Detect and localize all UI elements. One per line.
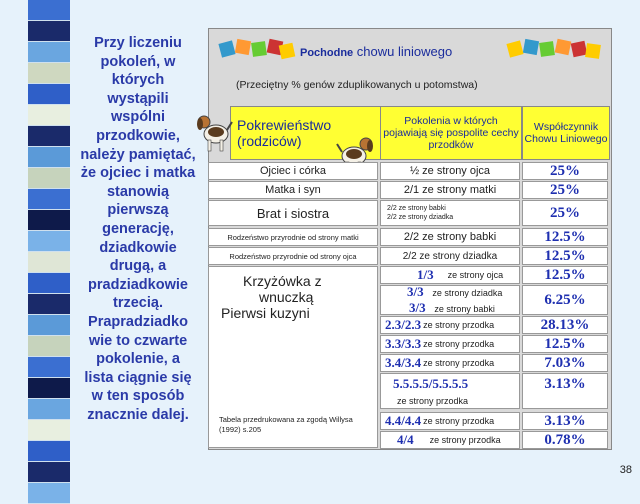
coefficient-cell: 12.5% — [522, 228, 608, 246]
group-line: Krzyżówka z — [243, 273, 322, 289]
table-title — [300, 44, 452, 59]
relation-cell: Rodzeństwo przyrodnie od strony ojca — [208, 247, 378, 265]
generation-code: 1/3 — [417, 267, 434, 282]
coefficient-cell: 12.5% — [522, 247, 608, 265]
group-generation-cell — [380, 431, 520, 449]
title-bold: Pochodne — [300, 47, 354, 59]
coefficient-cell: 3.13% — [522, 373, 608, 409]
generation-cell: 2/2 ze strony babki — [380, 228, 520, 246]
generation-text: ze strony przodka — [423, 358, 495, 368]
relation-cell: Rodzeństwo przyrodnie od strony matki — [208, 228, 378, 246]
header-relation: Pokrewieństwo (rodziców) — [230, 106, 386, 160]
group-generation-cell — [380, 373, 520, 409]
generation-text: ze strony przodka — [423, 320, 495, 330]
page-number: 38 — [619, 464, 632, 476]
coefficient-cell: 12.5% — [522, 335, 608, 353]
relation-cell: Matka i syn — [208, 181, 378, 199]
generation-cell: 2/1 ze strony matki — [380, 181, 520, 199]
group-line: Pierwsi kuzyni — [221, 305, 310, 321]
group-generation-cell — [380, 354, 520, 372]
generation-text: ze strony przodka — [423, 339, 495, 349]
generation-cell: 2/2 ze strony dziadka — [380, 247, 520, 265]
generation-code: 2.3/2.3 — [385, 317, 422, 332]
group-relation-cell — [208, 266, 378, 448]
relation-cell: Brat i siostra — [208, 200, 378, 226]
generation-text: ze strony przodka — [397, 396, 469, 406]
group-generation-cell — [380, 412, 520, 430]
generation-code: 5.5.5.5/5.5.5.5 — [393, 376, 469, 391]
generation-cell: ½ ze strony ojca — [380, 162, 520, 180]
group-line: wnuczką — [259, 289, 314, 305]
generation-line: 2/2 ze strony dziadka — [387, 214, 454, 221]
header-generations: Pokolenia w których pojawiają się pospolite cechy przodków — [380, 106, 522, 160]
generation-code: 4/4 — [397, 432, 414, 447]
coefficient-cell: 12.5% — [522, 266, 608, 284]
title-rest: chowu liniowego — [353, 44, 453, 59]
group-generation-cell — [380, 316, 520, 334]
coefficient-cell: 25% — [522, 162, 608, 180]
coefficient-cell: 7.03% — [522, 354, 608, 372]
relation-cell: Ojciec i córka — [208, 162, 378, 180]
beagle-dog-icon — [194, 108, 234, 154]
generation-text: ze strony przodka — [429, 435, 501, 445]
coefficient-cell: 28.13% — [522, 316, 608, 334]
puzzle-decoration-right — [506, 36, 602, 66]
coefficient-cell: 25% — [522, 200, 608, 226]
side-explanation-text: Przy liczeniu pokoleń, w których wystąpili wspólni przodkowie, należy pamiętać, że ojciec i matka stanowią pierwszą generację, dziadkowie drugą, a pradziadkowie trzecią. Prapradziadko wie to czwarte pokolenie, a lista ciągnie się w ten sposób znacznie dalej. — [80, 35, 196, 423]
coefficient-cell: 0.78% — [522, 431, 608, 449]
group-generation-cell — [380, 266, 520, 284]
generation-code: 3.3/3.3 — [385, 336, 422, 351]
generation-code: 3.4/3.4 — [385, 355, 422, 370]
generation-code: 4.4/4.4 — [385, 413, 422, 428]
group-generation-cell — [380, 285, 520, 315]
generation-text: ze strony przodka — [423, 416, 495, 426]
header-coefficient: Współczynnik Chowu Liniowego — [522, 106, 610, 160]
coefficient-cell: 25% — [522, 181, 608, 199]
table-subtitle: (Przeciętny % genów zduplikowanych u potomstwa) — [236, 79, 478, 91]
generation-text: ze strony ojca — [447, 270, 504, 280]
puzzle-icon — [218, 36, 298, 62]
group-generation-cell — [380, 335, 520, 353]
generation-cell-double — [380, 200, 520, 226]
generation-text: ze strony dziadka — [432, 288, 503, 298]
puzzle-icon — [506, 36, 602, 62]
generation-code: 3/3 — [409, 300, 426, 315]
source-note: Tabela przedrukowana za zgodą Willysa (1992) s.205 — [219, 415, 353, 434]
decorative-stripe — [28, 0, 70, 480]
coefficient-cell: 6.25% — [522, 285, 608, 315]
generation-text: ze strony babki — [434, 304, 495, 314]
puzzle-decoration-left — [218, 36, 298, 66]
coefficient-cell: 3.13% — [522, 412, 608, 430]
generation-line: 2/2 ze strony babki — [387, 205, 446, 212]
generation-code: 3/3 — [407, 285, 424, 299]
